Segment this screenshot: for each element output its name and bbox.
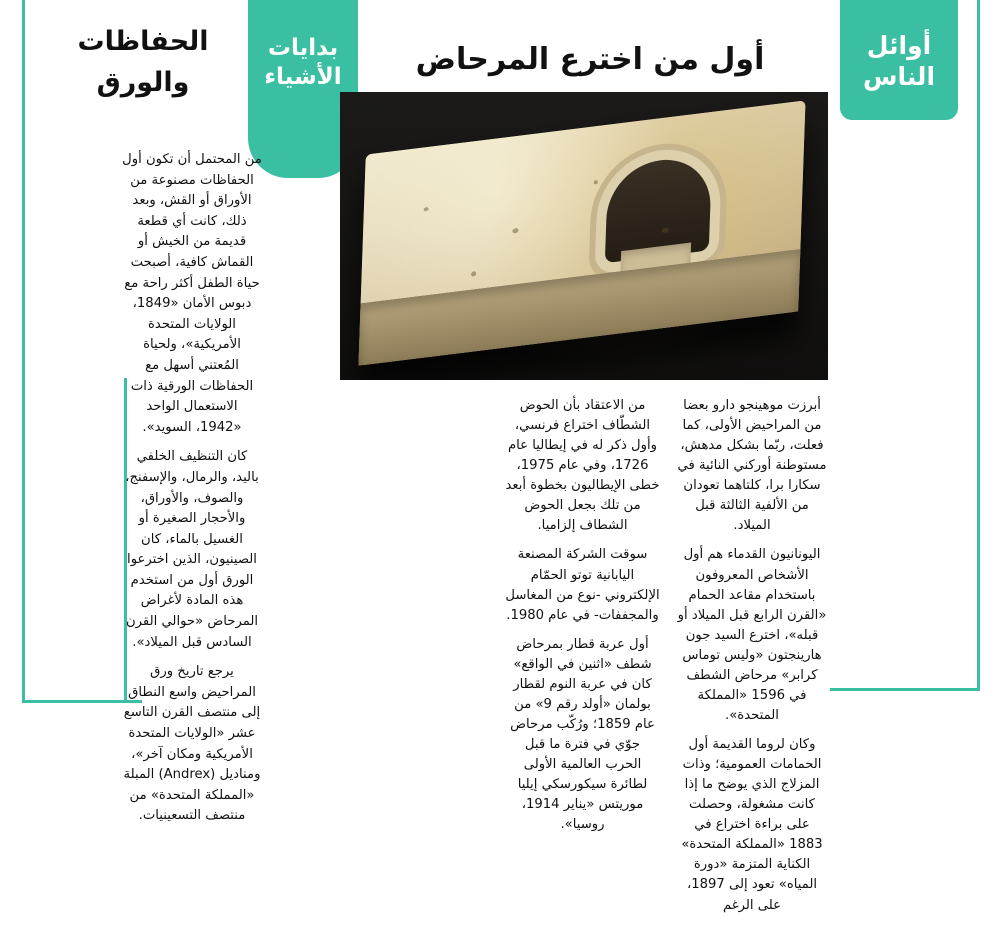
text-column-far-left	[122, 150, 262, 836]
paragraph: أبرزت موهينجو دارو بعضا من المراحيض الأولى، كما فعلت، ربّما بشكل مدهش، مستوطنة أوركني النائية في سكارا برا، كلتاهما تعودان من الألفية الثالثة قبل الميلاد.	[677, 398, 827, 534]
paragraph: وكان لروما القديمة أول الحمامات العمومية؛ وذات المزلاج الذي يوضح ما إذا كانت مشغولة، وحصلت على براءة اختراع في 1883 «المملكة المتحدة» الكناية المتزمة «دورة المياه» تعود إلى 1897، على الرغم	[681, 737, 823, 913]
text-column-right	[676, 396, 828, 925]
paragraph: اليونانيون القدماء هم أول الأشخاص المعروفون باستخدام مقاعد الحمام «القرن الرابع قبل الميلاد أو قبله»، اخترع السيد جون هارينجتون «وليس توماس كرابر» مرحاض الشطف في 1596 «المملكة المتحدة».	[677, 547, 827, 723]
paragraph: يرجع تاريخ ورق المراحيض واسع النطاق إلى منتصف القرن التاسع عشر «الولايات المتحدة الأمريكية ومكان آخر»، ومناديل (Andrex) المبلة «المملكة المتحدة» من منتصف التسعينيات.	[123, 664, 261, 824]
paragraph: من الاعتقاد بأن الحوض الشطّاف اختراع فرنسي، وأول ذكر له في إيطاليا عام 1726، وفي عام 1975، خطى الإيطاليون بخطوة أبعد من تلك بجعل الحوض الشطاف إلزاميا.	[505, 398, 660, 534]
frame-line-left-vertical	[22, 0, 25, 700]
frame-line-right-horizontal	[830, 688, 980, 691]
stone-toilet-seat-illustration	[358, 100, 805, 365]
paragraph: سوقت الشركة المصنعة اليابانية توتو الحمّام الإلكتروني -نوع من المغاسل والمجففات- في عام 1980.	[505, 547, 660, 623]
article-photo	[340, 92, 828, 380]
page-title: أول من اخترع المرحاض	[415, 42, 765, 77]
paragraph: أول عربة قطار بمرحاض شطف «اثنين في الواقع» كان في عربة النوم لقطار بولمان «أولد رقم 9» من عام 1859؛ ورُكّب مرحاض جوّي في فترة ما قبل الحرب العالمية الأولى لطائرة سيكورسكي إيليا موريتس «يناير 1914، روسيا».	[510, 636, 655, 833]
text-column-middle	[505, 396, 660, 844]
badge-thing-beginnings: بدايات الأشياء	[248, 0, 358, 178]
paragraph: كان التنظيف الخلفي باليد، والرمال، والإسفنج، والصوف، والأوراق، والأحجار الصغيرة أو الغسيل بالماء، كان الصينيون، الذين اخترعوا الورق أول من استخدم هذه المادة لأغراض المرحاض «حوالي القرن السادس قبل الميلاد».	[125, 449, 259, 650]
badge-people-firsts: أوائل الناس	[840, 0, 958, 120]
section-title-diapers: الحفاظات والورق	[77, 26, 209, 98]
paragraph: من المحتمل أن تكون أول الحفاظات مصنوعة من الأوراق أو القش، وبعد ذلك، كانت أي قطعة قديمة من الخيش أو القماش كافية، أصبحت حياة الطفل أكثر راحة مع دبوس الأمان «1849، الولايات المتحدة الأمريكية»، ولحياة المُعتني أسهل مع الحفاظات الورقية ذات الاستعمال الواحد «1942، السويد».	[122, 152, 262, 435]
frame-line-right-vertical	[977, 0, 980, 688]
